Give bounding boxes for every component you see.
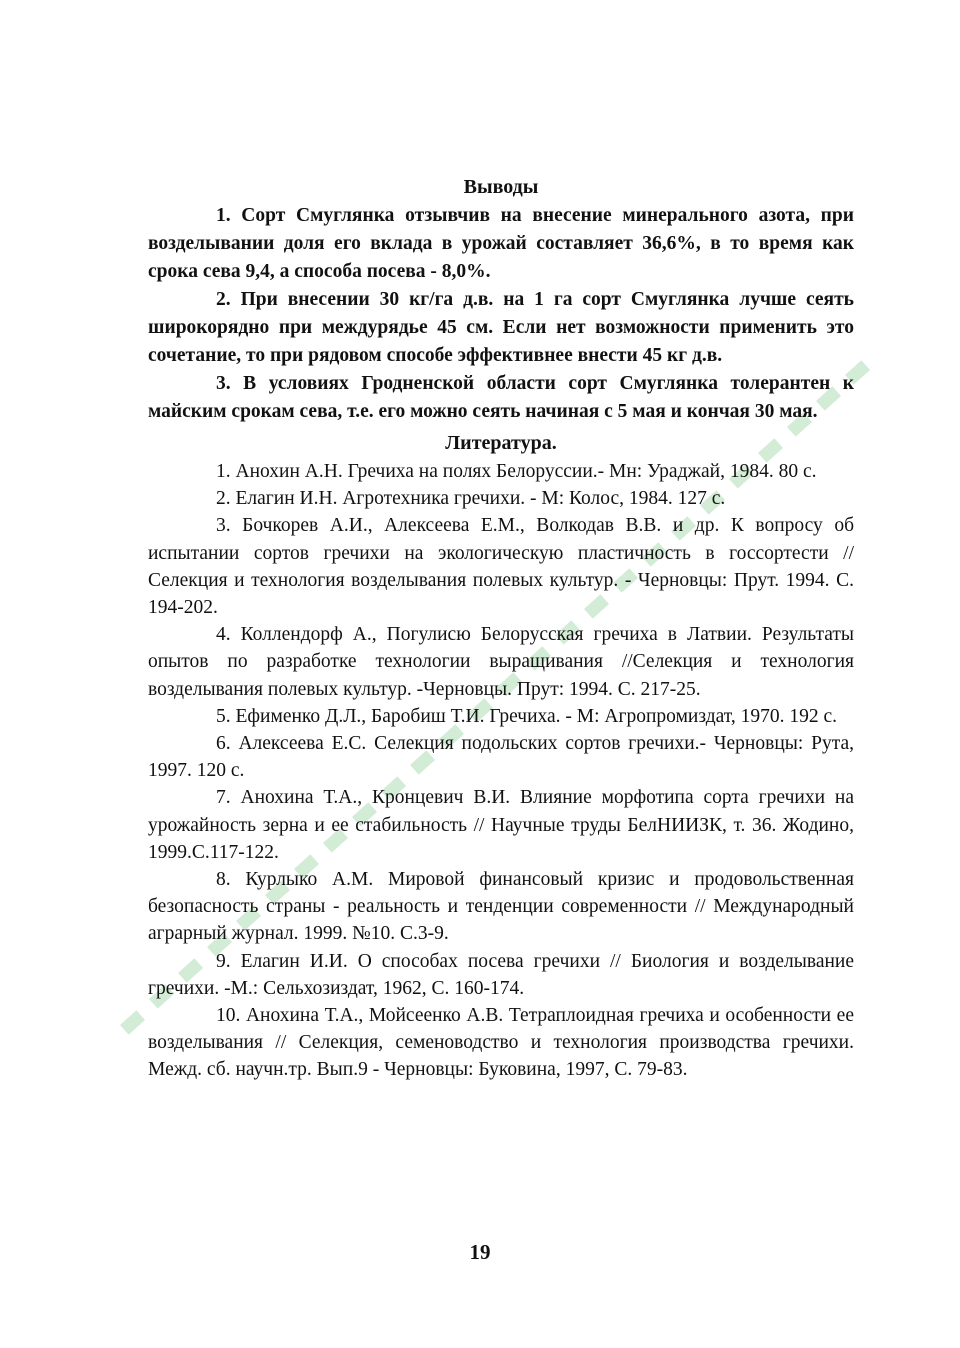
references-section bbox=[148, 428, 854, 1084]
reference-item: 2. Елагин И.Н. Агротехника гречихи. - М: Колос, 1984. 127 с. bbox=[216, 488, 726, 510]
conclusion-item: 2. При внесении 30 кг/га д.в. на 1 га сорт Смуглянка лучше сеять широкорядно при междурядье 45 см. Если нет возможности применить это сочетание, то при рядовом способе эффективнее внести 45 кг д.в. bbox=[148, 289, 854, 366]
conclusion-item: 3. В условиях Гродненской области сорт Смуглянка толерантен к майским срокам сева, т.е. его можно сеять начиная с 5 мая и кончая 30 мая. bbox=[148, 373, 854, 422]
page-body bbox=[148, 172, 854, 1084]
reference-item: 7. Анохина Т.А., Кронцевич В.И. Влияние морфотипа сорта гречихи на урожайность зерна и ее стабильность // Научные труды БелНИИЗК, т. 36. Жодино, 1999.С.117-122. bbox=[148, 787, 854, 863]
reference-item: 1. Анохин А.Н. Гречиха на полях Белоруссии.- Мн: Ураджай, 1984. 80 с. bbox=[216, 461, 817, 482]
references-list bbox=[148, 458, 854, 1084]
reference-item: 9. Елагин И.И. О способах посева гречихи // Биология и возделывание гречихи. -М.: Сельхозиздат, 1962, С. 160-174. bbox=[148, 950, 854, 999]
conclusions-section bbox=[148, 172, 854, 426]
reference-item: 5. Ефименко Д.Л., Баробиш Т.И. Гречиха. - М: Агропромиздат, 1970. 192 с. bbox=[216, 705, 837, 727]
page-number: 19 bbox=[469, 1240, 491, 1264]
conclusions-title: Выводы bbox=[463, 176, 539, 198]
references-title: Литература. bbox=[445, 432, 557, 454]
conclusion-item: 1. Сорт Смуглянка отзывчив на внесение минерального азота, при возделывании доля его вклада в урожай составляет 36,6%, в то время как срока сева 9,4, а способа посева - 8,0%. bbox=[148, 205, 854, 282]
reference-item: 4. Коллендорф А., Погулисю Белорусская гречиха в Латвии. Результаты опытов по разработке технологии выращивания //Селекция и технология возделывания полевых культур. -Черновцы. Прут: 1994. С. 217-25. bbox=[148, 624, 854, 700]
reference-item: 6. Алексеева Е.С. Селекция подольских сортов гречихи.- Черновцы: Рута, 1997. 120 с. bbox=[148, 733, 854, 782]
reference-item: 10. Анохина Т.А., Мойсеенко А.В. Тетраплоидная гречиха и особенности ее возделывания // Селекция, семеноводство и технология производства гречихи. Межд. сб. научн.тр. Вып.9 - Черновцы: Буковина, 1997, С. 79-83. bbox=[148, 1005, 854, 1081]
reference-item: 3. Бочкорев А.И., Алексеева Е.М., Волкодав В.В. и др. К вопросу об испытании сортов гречихи на экологическую пластичность в госсортести // Селекция и технология возделывания полевых культур. - Черновцы: Прут. 1994. С. 194-202. bbox=[148, 515, 854, 619]
reference-item: 8. Курлыко А.М. Мировой финансовый кризис и продовольственная безопасность страны - реальность и тенденции современности // Международный аграрный журнал. 1999. №10. С.3-9. bbox=[148, 869, 854, 945]
